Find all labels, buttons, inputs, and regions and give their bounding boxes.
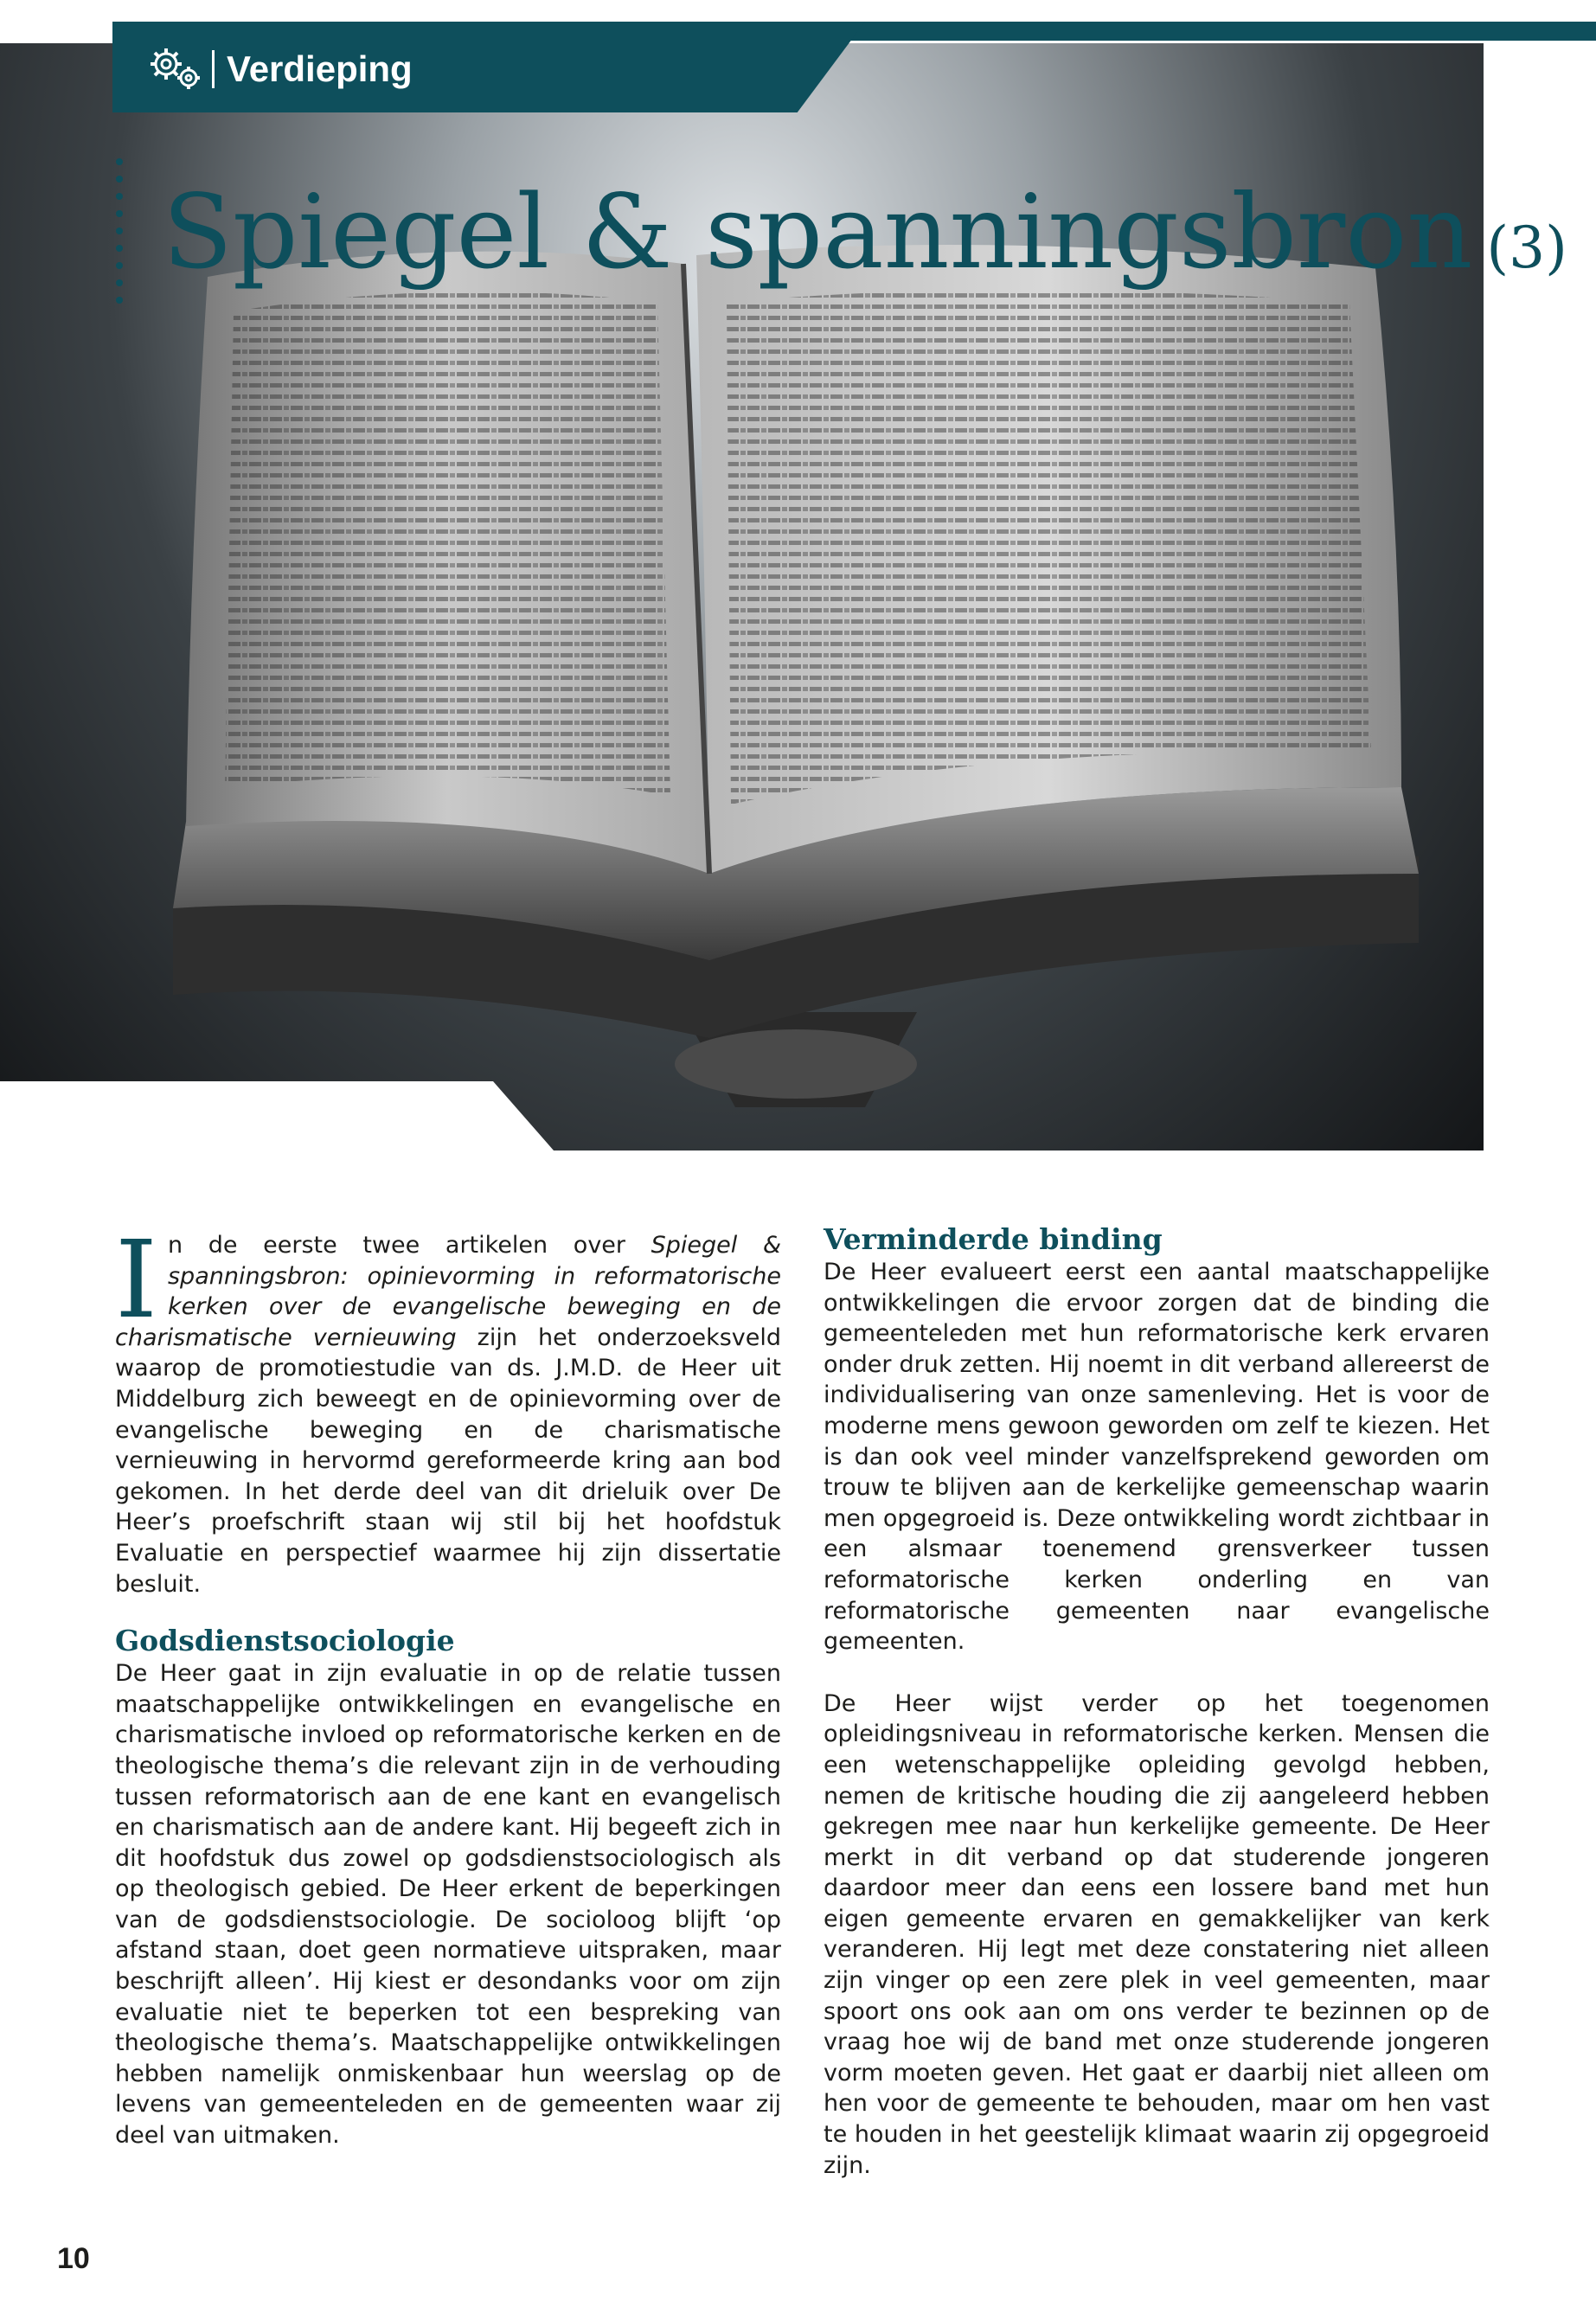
intro-text — [115, 1218, 781, 1598]
intro-segment: zijn het onderzoeksveld waarop de promotiestudie van ds. J.M.D. de Heer uit Middelburg zich beweegt en de opinievorming over de evangelische beweging en de charismatische vernieuwing in hervormd gereformeerde kring aan bod gekomen. In het derde deel van dit drieluik over De Heer’s proefschrift staan wij stil bij het hoofdstuk Evaluatie en perspectief waarmee hij zijn dissertatie besluit. — [115, 1324, 781, 1598]
page-number: 10 — [57, 2242, 90, 2275]
intro-paragraph — [115, 1218, 781, 1599]
header-divider — [212, 50, 215, 88]
intro-segment: n de eerste twee artikelen over — [167, 1232, 651, 1259]
right-column — [824, 1222, 1490, 2181]
left-column — [115, 1218, 781, 2151]
paragraph-verminderde-binding-1: De Heer evalueert eerst een aantal maatschappelijke ontwikkelingen die ervoor zorgen dat de binding die gemeenteleden met hun reformatorische kerk ervaren onder druk zetten. Hij noemt in dit verband allereerst de individualisering van onze samenleving. Het is voor de moderne mens gewoon geworden om zelf te kiezen. Het is dan ook veel minder vanzelfsprekend geworden om trouw te blijven aan de kerkelijke gemeenschap waarin men opgegroeid is. Deze ontwikkeling wordt zichtbaar in een alsmaar toenemend grensverkeer tussen reformatorische kerken onderling en van reformatorische gemeenten naar evangelische gemeenten. — [824, 1259, 1490, 1656]
title-number: (3) — [1486, 215, 1567, 281]
dotted-rule — [115, 157, 124, 304]
title-text: Spiegel & spanningsbron — [163, 172, 1473, 292]
paragraph-godsdienstsociologie: De Heer gaat in zijn evaluatie in op de relatie tussen maatschappelijke ontwikkelingen en evangelische en charismatische invloed op reformatorische kerken en de theologische thema’s die relevant zijn in de verhouding tussen reformatorisch aan de ene kant en evangelisch en charismatisch aan de andere kant. Hij begeeft zich in dit hoofdstuk dus zowel op godsdienstsociologisch als op theologisch gebied. De Heer erkent de beperkingen van de godsdienstsociologie. De socioloog blijft ‘op afstand staan, doet geen normatieve uitspraken, maar beschrijft alleen’. Hij kiest er desondanks voor om zijn evaluatie niet te beperken tot een bespreking van theologische thema’s. Maatschappelijke ontwikkelingen hebben namelijk onmiskenbaar hun weerslag op de levens van gemeenteleden en de gemeenten waar zij deel van uitmaken. — [115, 1660, 781, 2150]
intro-italic-segment: Spiegel & spanningsbron: opinievorming in reformatorische kerken over de evangelische beweging en de charismatische vernieuwing — [115, 1232, 781, 1351]
heading-verminderde-binding: Verminderde binding — [824, 1222, 1163, 1256]
paragraph-verminderde-binding-2: De Heer wijst verder op het toegenomen opleidingsniveau in reformatorische kerken. Mensen die een wetenschappelijke opleiding gevolgd hebben, nemen de kritische houding die zij aangeleerd hebben gekregen mee naar hun kerkelijke gemeente. De Heer merkt in dit verband op dat studerende jongeren daardoor meer dan eens een lossere band met hun eigen gemeente ervaren en gemakkelijker van kerk veranderen. Hij legt met deze constatering niet alleen zijn vinger op een zere plek in veel gemeenten, maar spoort ons ook aan om ons verder te bezinnen op de vraag hoe wij de band met onze studerende jongeren vorm moeten geven. Het gaat er daarbij niet alleen om hen voor de gemeente te behouden, maar om hen vast te houden in het geestelijk klimaat waarin zij opgegroeid zijn. — [824, 1689, 1490, 2179]
section-header-tab — [112, 22, 865, 112]
article-title — [163, 171, 1567, 309]
heading-godsdienstsociologie: Godsdienstsociologie — [115, 1624, 455, 1658]
section-label: Verdieping — [227, 48, 413, 89]
drop-cap: I — [115, 1218, 157, 1343]
gears-icon — [145, 43, 206, 95]
